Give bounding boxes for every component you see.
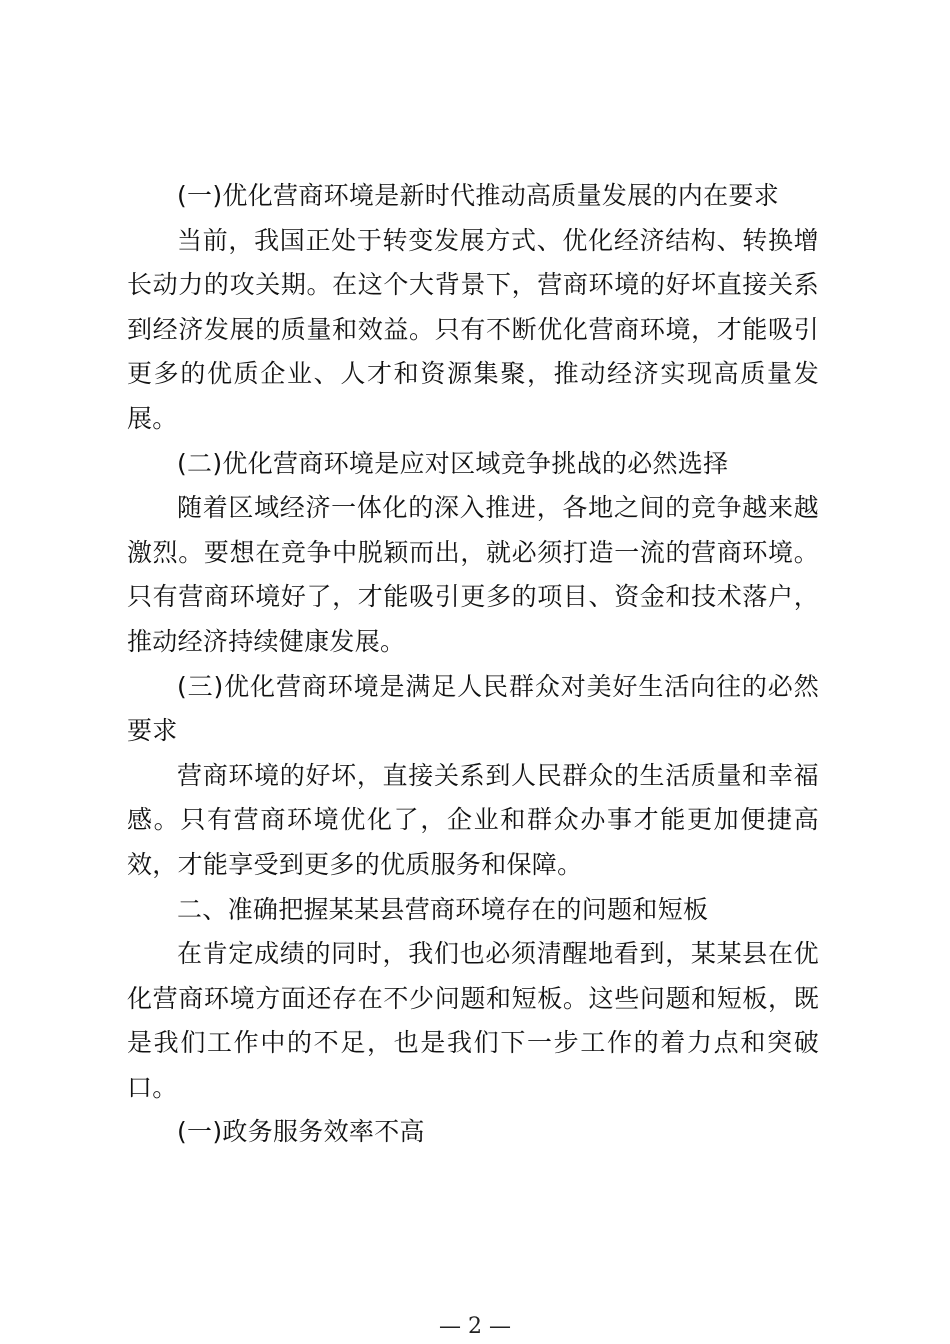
document-body [127, 174, 819, 1155]
heading-section-1-3: (三)优化营商环境是满足人民群众对美好生活向往的必然要求 [127, 671, 819, 746]
heading-section-2: 二、准确把握某某县营商环境存在的问题和短板 [177, 894, 709, 924]
heading-section-2-1: (一)政务服务效率不高 [177, 1117, 425, 1147]
body-paragraph: 随着区域经济一体化的深入推进，各地之间的竞争越来越激烈。要想在竞争中脱颖而出，就必须打造一流的营商环境。只有营商环境好了，才能吸引更多的项目、资金和技术落户，推动经济持续健康发展。 [127, 493, 819, 656]
body-paragraph: 营商环境的好坏，直接关系到人民群众的生活质量和幸福感。只有营商环境优化了，企业和群众办事才能更加便捷高效，才能享受到更多的优质服务和保障。 [127, 760, 819, 879]
page-number: — 2 — [439, 1314, 511, 1339]
body-paragraph: 在肯定成绩的同时，我们也必须清醒地看到，某某县在优化营商环境方面还存在不少问题和短板。这些问题和短板，既是我们工作中的不足，也是我们下一步工作的着力点和突破口。 [127, 939, 819, 1102]
heading-section-1-2: (二)优化营商环境是应对区域竞争挑战的必然选择 [177, 448, 729, 478]
heading-section-1-1: (一)优化营商环境是新时代推动高质量发展的内在要求 [177, 181, 780, 210]
body-paragraph: 当前，我国正处于转变发展方式、优化经济结构、转换增长动力的攻关期。在这个大背景下，营商环境的好坏直接关系到经济发展的质量和效益。只有不断优化营商环境，才能吸引更多的优质企业、人才和资源集聚，推动经济实现高质量发展。 [127, 225, 819, 433]
